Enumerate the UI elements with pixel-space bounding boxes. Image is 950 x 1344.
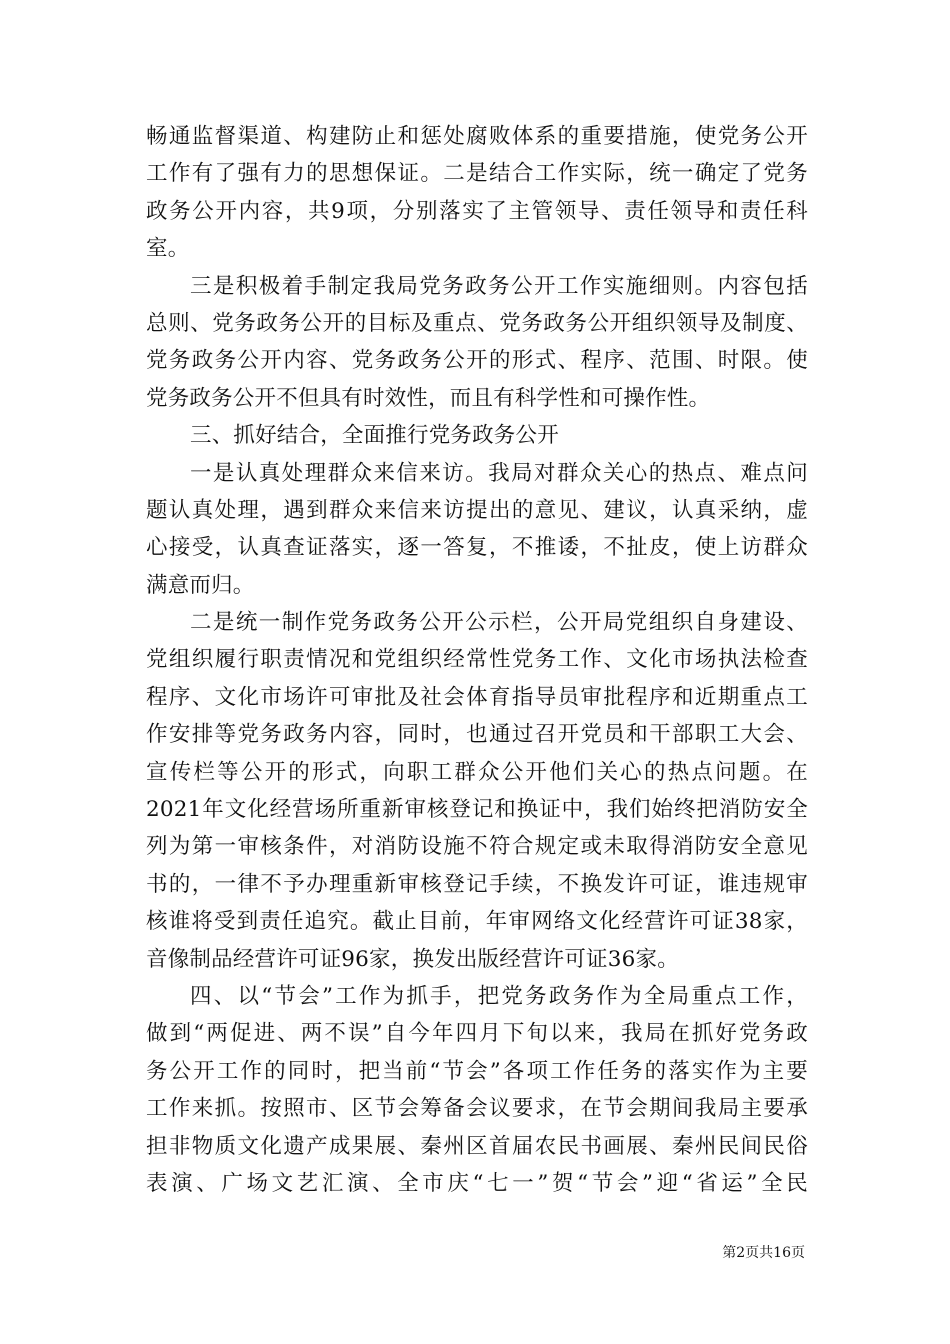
- text-line: 四、以“节会”工作为抓手，把党务政务作为全局重点工作，: [190, 983, 808, 1009]
- text-line: 工作有了强有力的思想保证。二是结合工作实际，统一确定了党务: [146, 161, 808, 187]
- text-line: 二是统一制作党务政务公开公示栏，公开局党组织自身建设、: [190, 610, 808, 636]
- text-line: 宣传栏等公开的形式，向职工群众公开他们关心的热点问题。在: [146, 759, 808, 785]
- page-number: 第2页共16页: [722, 1245, 805, 1261]
- text-line: 核谁将受到责任追究。截止目前，年审网络文化经营许可证38家，: [146, 909, 808, 935]
- text-line: 列为第一审核条件，对消防设施不符合规定或未取得消防安全意见: [146, 834, 808, 860]
- text-line: 题认真处理，遇到群众来信来访提出的意见、建议，认真采纳，虚: [146, 497, 808, 523]
- text-line: 总则、党务政务公开的目标及重点、党务政务公开组织领导及制度、: [146, 310, 808, 336]
- text-line: 担非物质文化遗产成果展、秦州区首届农民书画展、秦州民间民俗: [146, 1133, 808, 1159]
- text-line: 政务公开内容，共9项，分别落实了主管领导、责任领导和责任科: [146, 198, 808, 224]
- text-line: 党务政务公开内容、党务政务公开的形式、程序、范围、时限。使: [146, 348, 808, 374]
- text-line: 务公开工作的同时，把当前“节会”各项工作任务的落实作为主要: [146, 1058, 808, 1084]
- text-line: 程序、文化市场许可审批及社会体育指导员审批程序和近期重点工: [146, 684, 808, 710]
- text-line: 室。: [146, 236, 190, 262]
- text-line: 作安排等党务政务内容，同时，也通过召开党员和干部职工大会、: [146, 722, 808, 748]
- text-line: 一是认真处理群众来信来访。我局对群众关心的热点、难点问: [190, 460, 808, 486]
- section-heading: 三、抓好结合，全面推行党务政务公开: [190, 423, 559, 449]
- text-line: 表演、广场文艺汇演、全市庆“七一”贺“节会”迎“省运”全民: [146, 1170, 808, 1196]
- text-line: 音像制品经营许可证96家，换发出版经营许可证36家。: [146, 946, 679, 972]
- body-text: [146, 118, 808, 1202]
- text-line: 书的，一律不予办理重新审核登记手续，不换发许可证，谁违规审: [146, 871, 808, 897]
- text-line: 三是积极着手制定我局党务政务公开工作实施细则。内容包括: [190, 273, 808, 299]
- text-line: 满意而归。: [146, 572, 255, 598]
- text-line: 做到“两促进、两不误”自今年四月下旬以来，我局在抓好党务政: [146, 1021, 808, 1047]
- text-line: 心接受，认真查证落实，逐一答复，不推诿，不扯皮，使上访群众: [146, 535, 808, 561]
- text-line: 工作来抓。按照市、区节会筹备会议要求，在节会期间我局主要承: [146, 1096, 808, 1122]
- text-line: 党务政务公开不但具有时效性，而且有科学性和可操作性。: [146, 385, 711, 411]
- text-line: 2021年文化经营场所重新审核登记和换证中，我们始终把消防安全: [146, 797, 808, 823]
- text-line: 党组织履行职责情况和党组织经常性党务工作、文化市场执法检查: [146, 647, 808, 673]
- text-line: 畅通监督渠道、构建防止和惩处腐败体系的重要措施，使党务公开: [146, 124, 808, 149]
